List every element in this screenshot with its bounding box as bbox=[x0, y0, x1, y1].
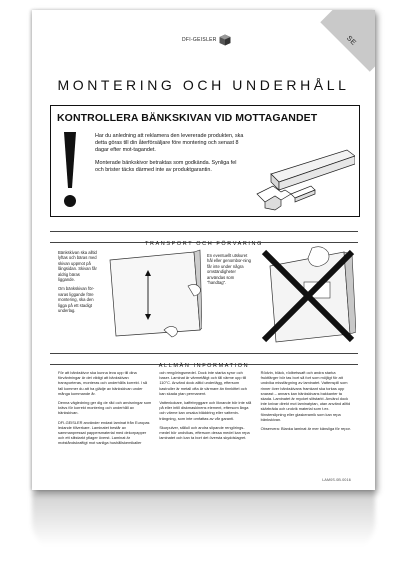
carry-upright-illustration bbox=[104, 246, 202, 338]
document-page bbox=[32, 10, 375, 490]
countertop-joint-illustration bbox=[251, 146, 355, 212]
general-col3-paragraph-2: Observera: Blanka laminat är mer känsliga för repor. bbox=[260, 426, 351, 432]
general-col2-paragraph-2: Vattenkokare, kaffebryggare och liknande bör inte stå på eller intill diskmaskinens element, eftersom ånga och värme kan orsaka bläddring eller vattenin-trängning, som inte omfattas av vår garanti. bbox=[159, 400, 252, 421]
warning-heading: KONTROLLERA BÄNKSKIVAN VID MOTTAGANDET bbox=[57, 112, 318, 124]
language-tag: SE bbox=[344, 34, 358, 48]
brand-logo bbox=[182, 34, 231, 46]
document-code: LAM0S.0B.0016 bbox=[322, 478, 351, 482]
warning-box bbox=[50, 105, 360, 217]
transport-section-heading bbox=[50, 231, 358, 247]
warning-paragraph-1: Har du anledning att reklamera den levererade produkten, ska detta göras till din återförsäljare före montering och senast 8 dagar efter mot-tagandet. bbox=[95, 133, 244, 154]
general-col2-paragraph-3: Skurpulver, stålull och andra slipande rengörings-medel bör undvikas, eftersom dessa medel kan repa laminatet och kan ta bort det översta skyddslagret. bbox=[159, 424, 250, 441]
general-column-3 bbox=[261, 370, 354, 450]
transport-middle-text bbox=[207, 253, 253, 289]
warning-text bbox=[95, 133, 245, 179]
brand-name: DFI-GEISLER bbox=[182, 37, 217, 43]
general-col1-paragraph-1: För att bänkskivor ska kunna leva upp till dina förväntningar är det viktigt att bänkskivan transporteras, monteras och underhålls korrekt. I så fall kommer du att ha glädje av bänkskivan under många kommande år. bbox=[58, 370, 148, 396]
no-handle-warning-illustration bbox=[260, 246, 356, 344]
page-reflection bbox=[32, 492, 375, 552]
general-info-columns bbox=[58, 370, 354, 450]
transport-left-text bbox=[58, 250, 98, 317]
transport-left-paragraph-1: Bänkskivan ska alltid lyftas och bäras med skivan uppmot på långsidan. Skivan får aldrig bäras liggande. bbox=[58, 250, 97, 283]
general-col3-paragraph-1: Rödvin, bläck, rödbetssaft och andra starka fruktfärger bör tas bort så fort som möjligt för att undvika missfärgning av laminatet. Vattenspill som rinner över bänkskivans framkant ska torkas upp snarast – annars kan bänkskivans bakkanter ta skada. Laminatet är mycket slitstarkt. Använd dock inte knivar direkt mot laminatytan, utan använd alltid skärbräda och undvik material som t.ex. fönsterslipning eller glaskeramik som kan repa bänkskivan. bbox=[260, 370, 351, 422]
general-section-heading bbox=[50, 353, 358, 369]
brand-cube-icon bbox=[219, 34, 231, 46]
general-heading-text: ALLMÄN INFORMATION bbox=[158, 363, 250, 369]
exclamation-icon bbox=[61, 132, 79, 210]
general-column-1 bbox=[58, 370, 151, 450]
general-col2-paragraph-1: och rengöringsmedel. Dock inte starka syror och baser. Laminat är värmetåligt och tål värme upp till 110°C. Använd dock alltid underlägg, eftersom kastruller är metall ofta är värmare än tinnkittet och kan skada ytan permanent. bbox=[159, 370, 247, 396]
page-title: MONTERING OCH UNDERHÅLL bbox=[57, 77, 350, 93]
general-col1-paragraph-3: DFI-GEISLER använder endast laminat från Europas ledande tillverkare. Laminatet består av sammanpressat pappersmaterial med dekorpapper och ett slitstarkt ytlager överst. Laminat är motståndskraftigt mot vanliga hushållskemikalier bbox=[58, 419, 150, 446]
transport-left-paragraph-2: Om bänkskivan för-varas liggande före montering, ska den ligga på ett stadigt underlag. bbox=[58, 286, 95, 314]
transport-heading-text: TRANSPORT OCH FÖRVARING bbox=[145, 241, 263, 247]
warning-paragraph-2: Monterade bänkskivor betraktas som godkända. Synliga fel och brister täcks därmed inte av produktgarantin. bbox=[95, 159, 237, 173]
general-col1-paragraph-2: Denna vägledning ger dig de råd och anvisningar som krävs för korrekt montering och underhåll av bänkskivan. bbox=[58, 400, 152, 416]
general-column-2 bbox=[159, 370, 252, 450]
language-corner-tag bbox=[320, 10, 375, 72]
transport-middle-paragraph: En eventuellt utskuret hål eller genombor-ning får inte under några omständigheter användas som "handtag". bbox=[207, 253, 251, 286]
